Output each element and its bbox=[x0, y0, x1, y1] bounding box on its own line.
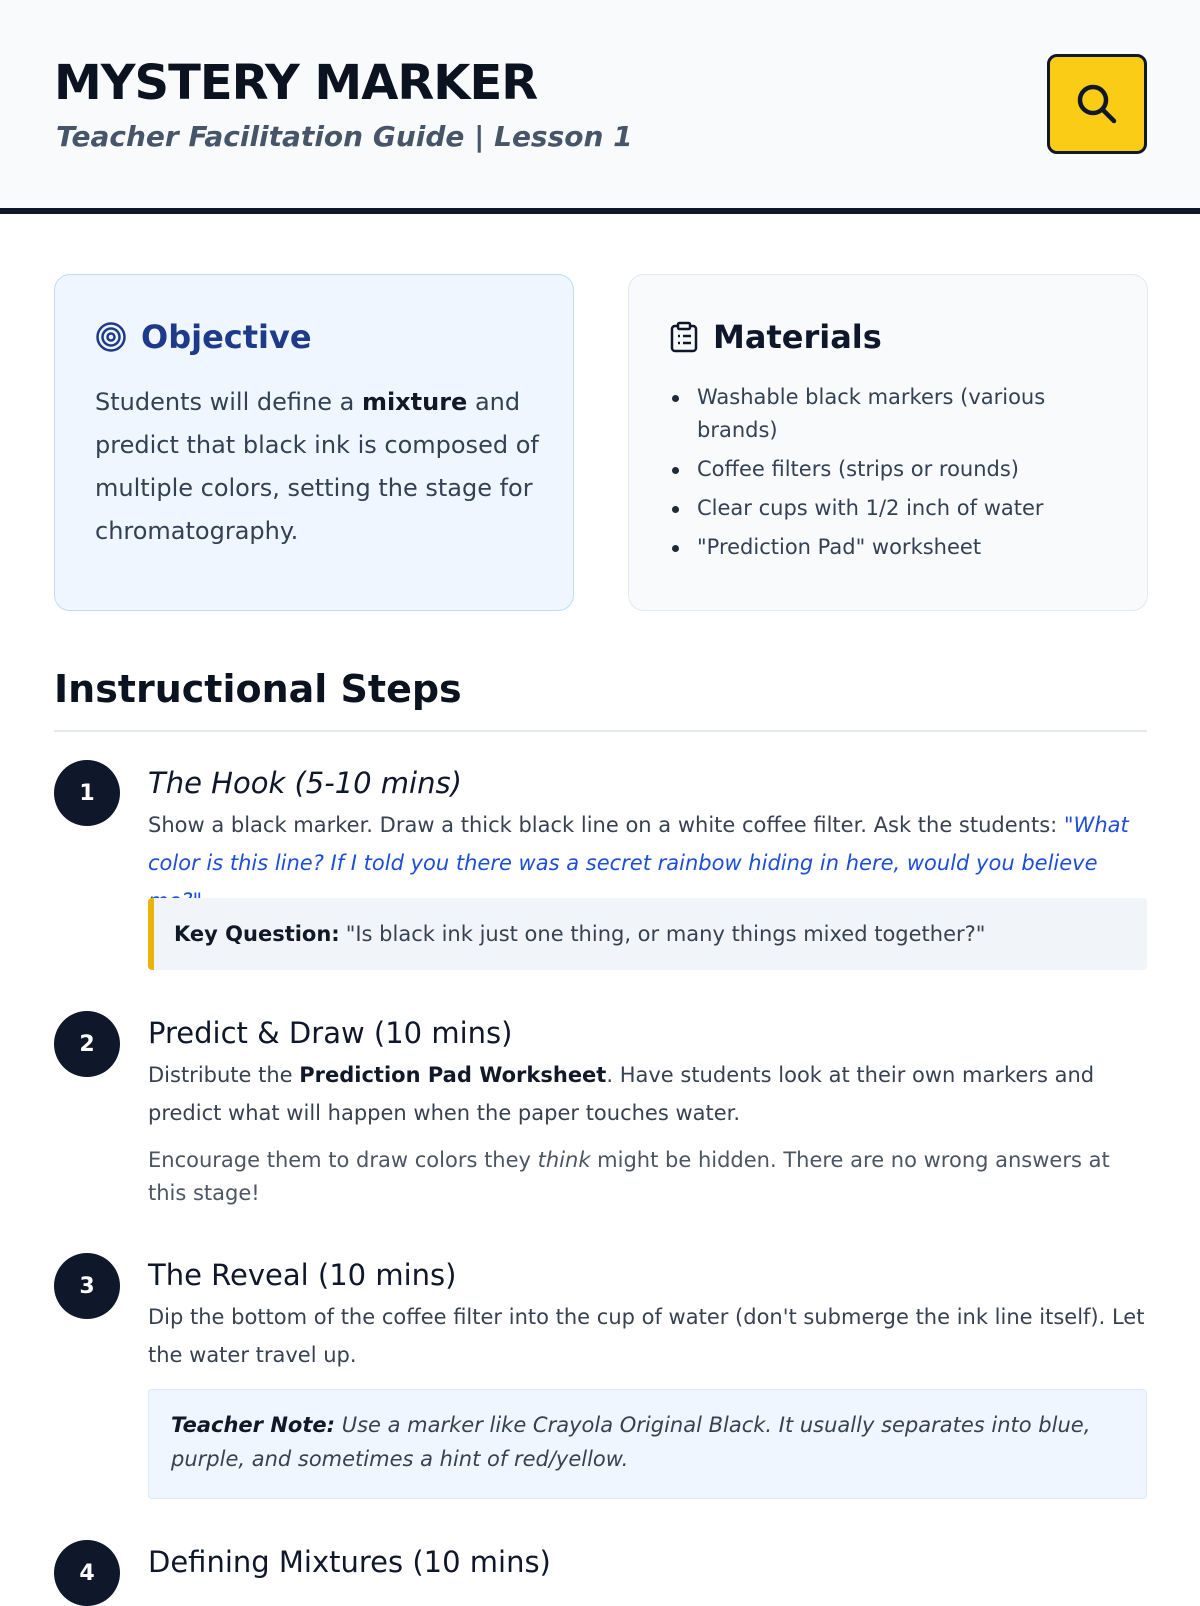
section-title: Instructional Steps bbox=[54, 667, 462, 711]
search-button[interactable] bbox=[1047, 54, 1147, 154]
search-icon bbox=[1073, 80, 1121, 128]
clipboard-icon bbox=[669, 321, 699, 353]
step-title: The Reveal (10 mins) bbox=[148, 1258, 457, 1292]
mixture-term: mixture bbox=[361, 388, 468, 416]
step-body: Show a black marker. Draw a thick black line on a white coffee filter. Ask the students: "What color is this line? If I told you there was a secret rainbow hiding in here, would you believe bbox=[148, 806, 1148, 920]
materials-title: Materials bbox=[713, 318, 882, 356]
step-number-badge: 3 bbox=[54, 1253, 120, 1319]
objective-text: Students will define a mixture and predict that black ink is composed of multiple colors, setting the stage for chromatography. bbox=[95, 388, 539, 545]
step-title: Defining Mixtures (10 mins) bbox=[148, 1545, 551, 1579]
teacher-note-text: Use a marker like Crayola Original Black. It usually separates into blue, purple, and sometimes a hint of red/yellow. bbox=[171, 1413, 1091, 1471]
step-title: The Hook (5-10 mins) bbox=[148, 766, 462, 800]
worksheet-term: Prediction Pad Worksheet bbox=[299, 1063, 607, 1087]
list-item: Coffee filters (strips or rounds) bbox=[669, 453, 1121, 486]
materials-list bbox=[669, 381, 1121, 570]
key-question-text: "Is black ink just one thing, or many things mixed together?" bbox=[345, 922, 986, 946]
step-body: Distribute the Prediction Pad Worksheet. Have students look at their own markers and predict what will happen when the paper touches water. bbox=[148, 1063, 1095, 1125]
target-icon bbox=[95, 321, 127, 353]
step-title: Predict & Draw (10 mins) bbox=[148, 1016, 513, 1050]
objective-header bbox=[95, 317, 312, 357]
step-number-badge: 1 bbox=[54, 760, 120, 826]
list-item: Clear cups with 1/2 inch of water bbox=[669, 492, 1121, 525]
list-item: Washable black markers (various brands) bbox=[669, 381, 1121, 447]
list-item: "Prediction Pad" worksheet bbox=[669, 531, 1121, 564]
step-aside: Encourage them to draw colors they think might be hidden. There are no wrong answers at this stage! bbox=[148, 1148, 1110, 1205]
step-quote: "What color is this line? If I told you there was a secret rainbow hiding in here, would you believe bbox=[148, 813, 1129, 875]
objective-card bbox=[54, 274, 574, 611]
section-divider bbox=[54, 730, 1147, 732]
page-header bbox=[0, 0, 1200, 214]
step-body: Dip the bottom of the coffee filter into the cup of water (don't submerge the ink line itself). Let the water travel up. bbox=[148, 1305, 1145, 1367]
teacher-note-label: Teacher Note: bbox=[171, 1413, 336, 1437]
materials-header bbox=[669, 317, 882, 357]
page-title: MYSTERY MARKER bbox=[54, 55, 538, 111]
teacher-note-callout bbox=[148, 1389, 1147, 1499]
materials-card bbox=[628, 274, 1148, 611]
objective-title: Objective bbox=[141, 318, 312, 356]
key-question-callout bbox=[148, 898, 1147, 970]
page-subtitle: Teacher Facilitation Guide | Lesson 1 bbox=[56, 120, 633, 153]
step-number-badge: 2 bbox=[54, 1011, 120, 1077]
key-question-label: Key Question: bbox=[174, 922, 340, 946]
step-number-badge: 4 bbox=[54, 1540, 120, 1606]
